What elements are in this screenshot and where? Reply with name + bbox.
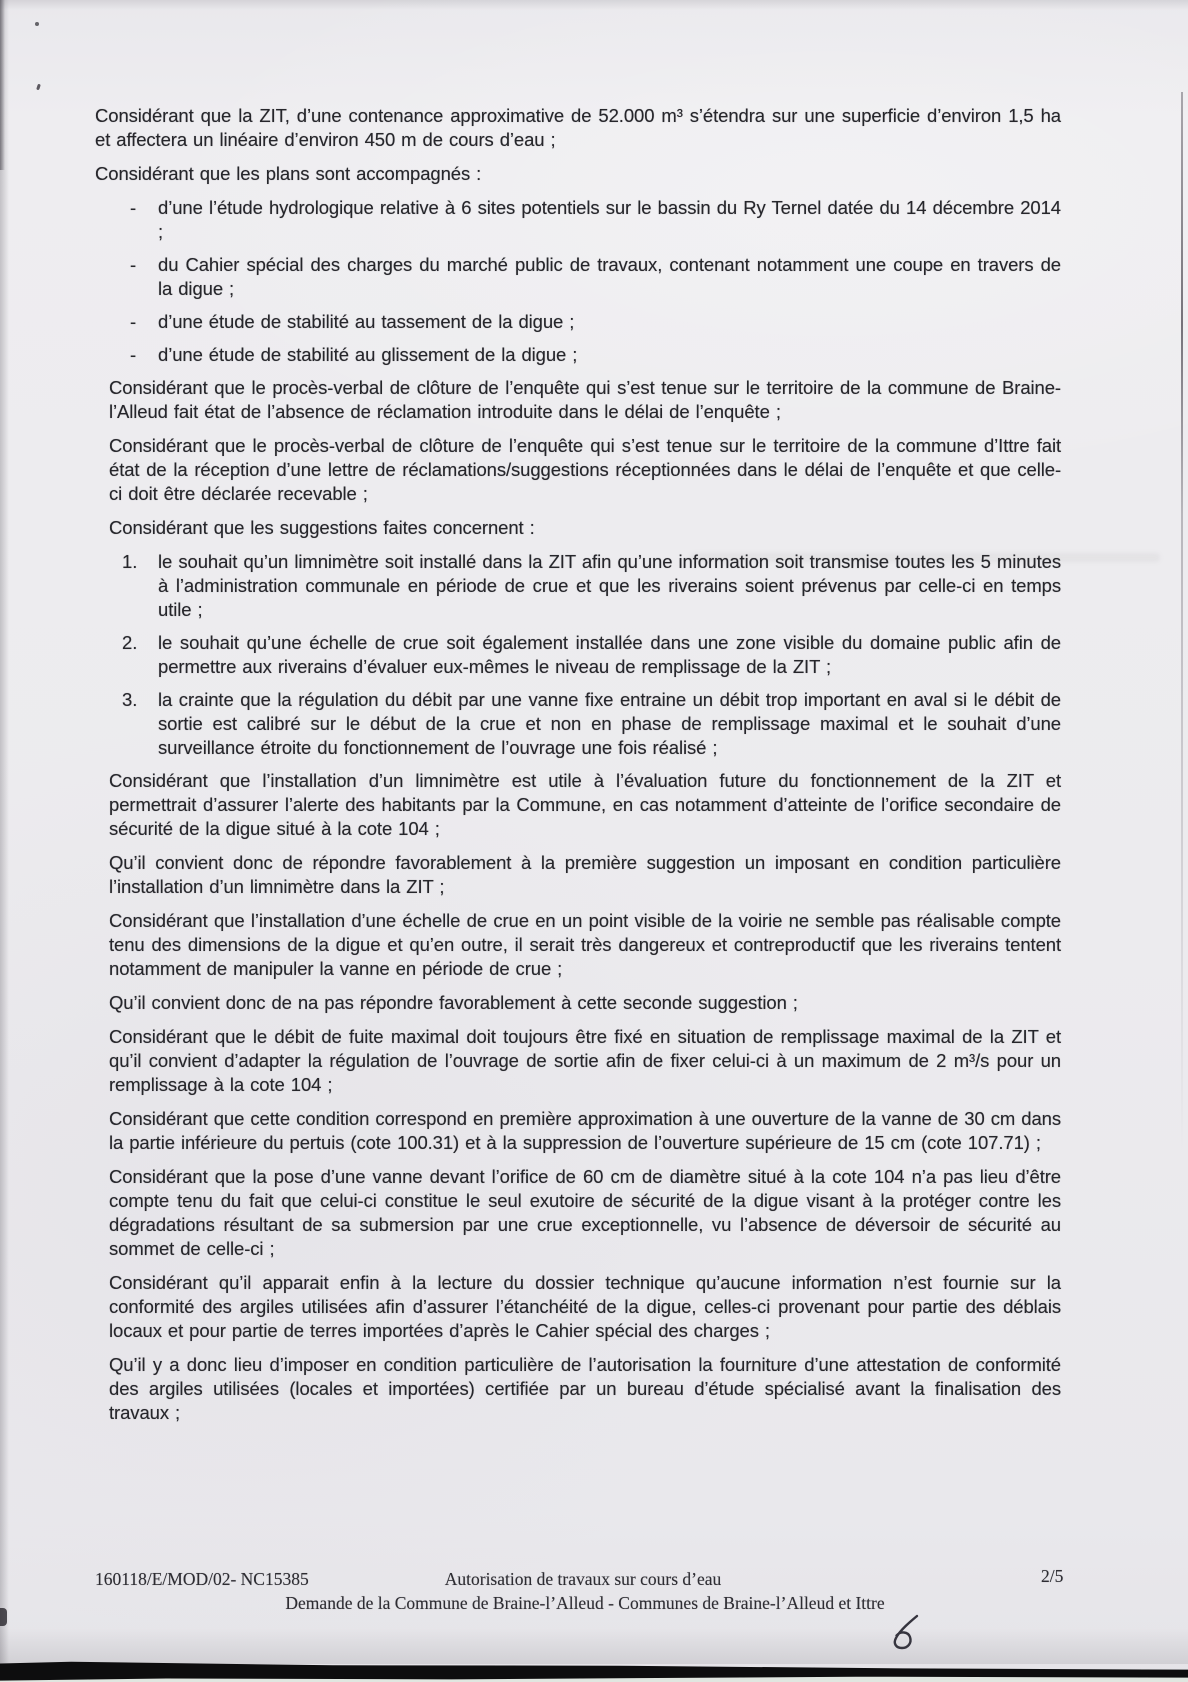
list-marker: 3. xyxy=(122,689,138,710)
list-marker: - xyxy=(130,311,137,332)
text-run: Considérant que les suggestions faites concernent : xyxy=(109,517,535,538)
paragraph xyxy=(95,104,1061,152)
paragraph xyxy=(109,851,1061,899)
paragraph xyxy=(109,909,1061,981)
list-marker: - xyxy=(130,254,137,275)
scan-left-edge-dark-sliver xyxy=(0,0,5,170)
text-run: Considérant que le procès-verbal de clôture de l’enquête qui s’est tenue sur le territoire de la commune d’Ittre fait état de la réception d’une lettre de réclamations/suggestions réceptionnées dans le délai de l’enquête et que celle-ci doit être déclarée recevable ; xyxy=(109,435,1061,504)
list-item xyxy=(95,631,1061,679)
ink-speck xyxy=(0,1608,7,1626)
ink-speck xyxy=(36,84,41,91)
text-run: Considérant qu’il apparait enfin à la lecture du dossier technique qu’aucune information n’est fournie sur la conformité des argiles utilisées afin d’assurer l’étanchéité de la digue, celles-ci provenant pour partie des déblais locaux et pour partie de terres importées d’après le Cahier spécial des charges ; xyxy=(109,1272,1061,1341)
paragraph xyxy=(109,769,1061,841)
list-item xyxy=(95,253,1061,301)
paragraph xyxy=(109,1165,1061,1261)
footer-reference-number: 160118/E/MOD/02- NC15385 xyxy=(95,1569,309,1589)
list-item xyxy=(95,196,1061,244)
text-run: Considérant que la pose d’une vanne devant l’orifice de 60 cm de diamètre situé à la cote 104 n’a pas lieu d’être compte tenu du fait que celui-ci constitue le seul exutoire de sécurité de la digue visant à la protéger contre les dégradations résultant de sa submersion par une crue exceptionnelle, vu l’absence de déversoir de sécurité au sommet de celle-ci ; xyxy=(109,1166,1061,1259)
scan-top-edge-shadow xyxy=(0,0,1188,10)
scan-bottom-shadow xyxy=(0,1628,1188,1664)
text-run: d’une l’étude hydrologique relative à 6 sites potentiels sur le bassin du Ry Ternel datée du 14 décembre 2014 ; xyxy=(158,197,1061,242)
paragraph xyxy=(109,1353,1061,1425)
paragraph xyxy=(95,162,1061,186)
paragraph xyxy=(109,434,1061,506)
text-run: Qu’il convient donc de répondre favorablement à la première suggestion un imposant en condition particulière l’installation d’un limnimètre dans la ZIT ; xyxy=(109,852,1061,897)
scan-right-fold-line xyxy=(1181,92,1183,1152)
paragraph xyxy=(109,1107,1061,1155)
list-marker: 1. xyxy=(122,551,138,572)
paragraph xyxy=(109,516,1061,540)
list-marker: 2. xyxy=(122,632,138,653)
text-run: le souhait qu’un limnimètre soit installé dans la ZIT afin qu’une information soit transmise toutes les 5 minutes à l’administration communale en période de crue et que les riverains soient prévenus par celle-ci en temps utile ; xyxy=(158,551,1061,620)
text-run: la crainte que la régulation du débit par une vanne fixe entraine un débit trop important en aval si le débit de sortie est calibré sur le début de la crue et non en phase de remplissage maximal et le souhait d’une surveillance étroite du fonctionnement de l’ouvrage une fois réalisé ; xyxy=(158,689,1061,758)
text-run: Considérant que le débit de fuite maximal doit toujours être fixé en situation de remplissage maximal de la ZIT et qu’il convient d’adapter la régulation de l’ouvrage de sortie afin de fixer celui-ci à un maximum de 2 m³/s pour un remplissage à la cote 104 ; xyxy=(109,1026,1061,1095)
text-run: Considérant que l’installation d’un limnimètre est utile à l’évaluation future du fonctionnement de la ZIT et permettrait d’assurer l’alerte des habitants par la Commune, en cas notamment d’atteinte de l’orifice secondaire de sécurité de la digue situé à la cote 104 ; xyxy=(109,770,1061,839)
scan-left-edge-shadow xyxy=(0,0,9,1682)
text-run: d’une étude de stabilité au glissement de la digue ; xyxy=(158,344,578,365)
text-run: Considérant que l’installation d’une échelle de crue en un point visible de la voirie ne semble pas réalisable compte tenu des dimensions de la digue et qu’en outre, il serait très dangereux et contreproductif que les riverains tentent notamment de manipuler la vanne en période de crue ; xyxy=(109,910,1061,979)
paragraph xyxy=(109,1271,1061,1343)
list-item xyxy=(95,688,1061,760)
list-marker: - xyxy=(130,197,137,218)
text-run: Considérant que le procès-verbal de clôture de l’enquête qui s’est tenue sur le territoire de la commune de Braine-l’Alleud fait état de l’absence de réclamation introduite dans le délai de l’enquête ; xyxy=(109,377,1061,422)
footer-document-title: Autorisation de travaux sur cours d’eau xyxy=(444,1569,722,1589)
ink-speck xyxy=(35,22,39,26)
list-marker: - xyxy=(130,344,137,365)
footer-page-indicator: 2/5 xyxy=(1041,1566,1064,1586)
paragraph xyxy=(109,376,1061,424)
paragraph xyxy=(109,1025,1061,1097)
text-run: d’une étude de stabilité au tassement de la digue ; xyxy=(158,311,575,332)
text-run: Considérant que cette condition correspond en première approximation à une ouverture de la vanne de 30 cm dans la partie inférieure du pertuis (cote 100.31) et à la suppression de l’ouverture supérieure de 15 cm (cote 107.71) ; xyxy=(109,1108,1061,1153)
list-item xyxy=(95,343,1061,367)
text-run: du Cahier spécial des charges du marché public de travaux, contenant notamment une coupe en travers de la digue ; xyxy=(158,254,1061,299)
text-run: Qu’il y a donc lieu d’imposer en condition particulière de l’autorisation la fourniture d’une attestation de conformité des argiles utilisées (locales et importées) certifiée par un bureau d’étude spécialisé avant la finalisation des travaux ; xyxy=(109,1354,1061,1423)
text-run: Considérant que la ZIT, d’une contenance approximative de 52.000 m³ s’étendra sur une superficie d’environ 1,5 ha et affectera un linéaire d’environ 450 m de cours d’eau ; xyxy=(95,105,1061,150)
document-body xyxy=(95,104,1061,1435)
paragraph xyxy=(109,991,1061,1015)
text-run: le souhait qu’une échelle de crue soit également installée dans une zone visible du domaine public afin de permettre aux riverains d’évaluer eux-mêmes le niveau de remplissage de la ZIT ; xyxy=(158,632,1061,677)
footer-document-subtitle: Demande de la Commune de Braine-l’Alleud - Communes de Braine-l’Alleud et Ittre xyxy=(285,1593,885,1613)
list-item xyxy=(95,550,1061,622)
list-item xyxy=(95,310,1061,334)
text-run: Qu’il convient donc de na pas répondre favorablement à cette seconde suggestion ; xyxy=(109,992,798,1013)
text-run: Considérant que les plans sont accompagnés : xyxy=(95,163,482,184)
